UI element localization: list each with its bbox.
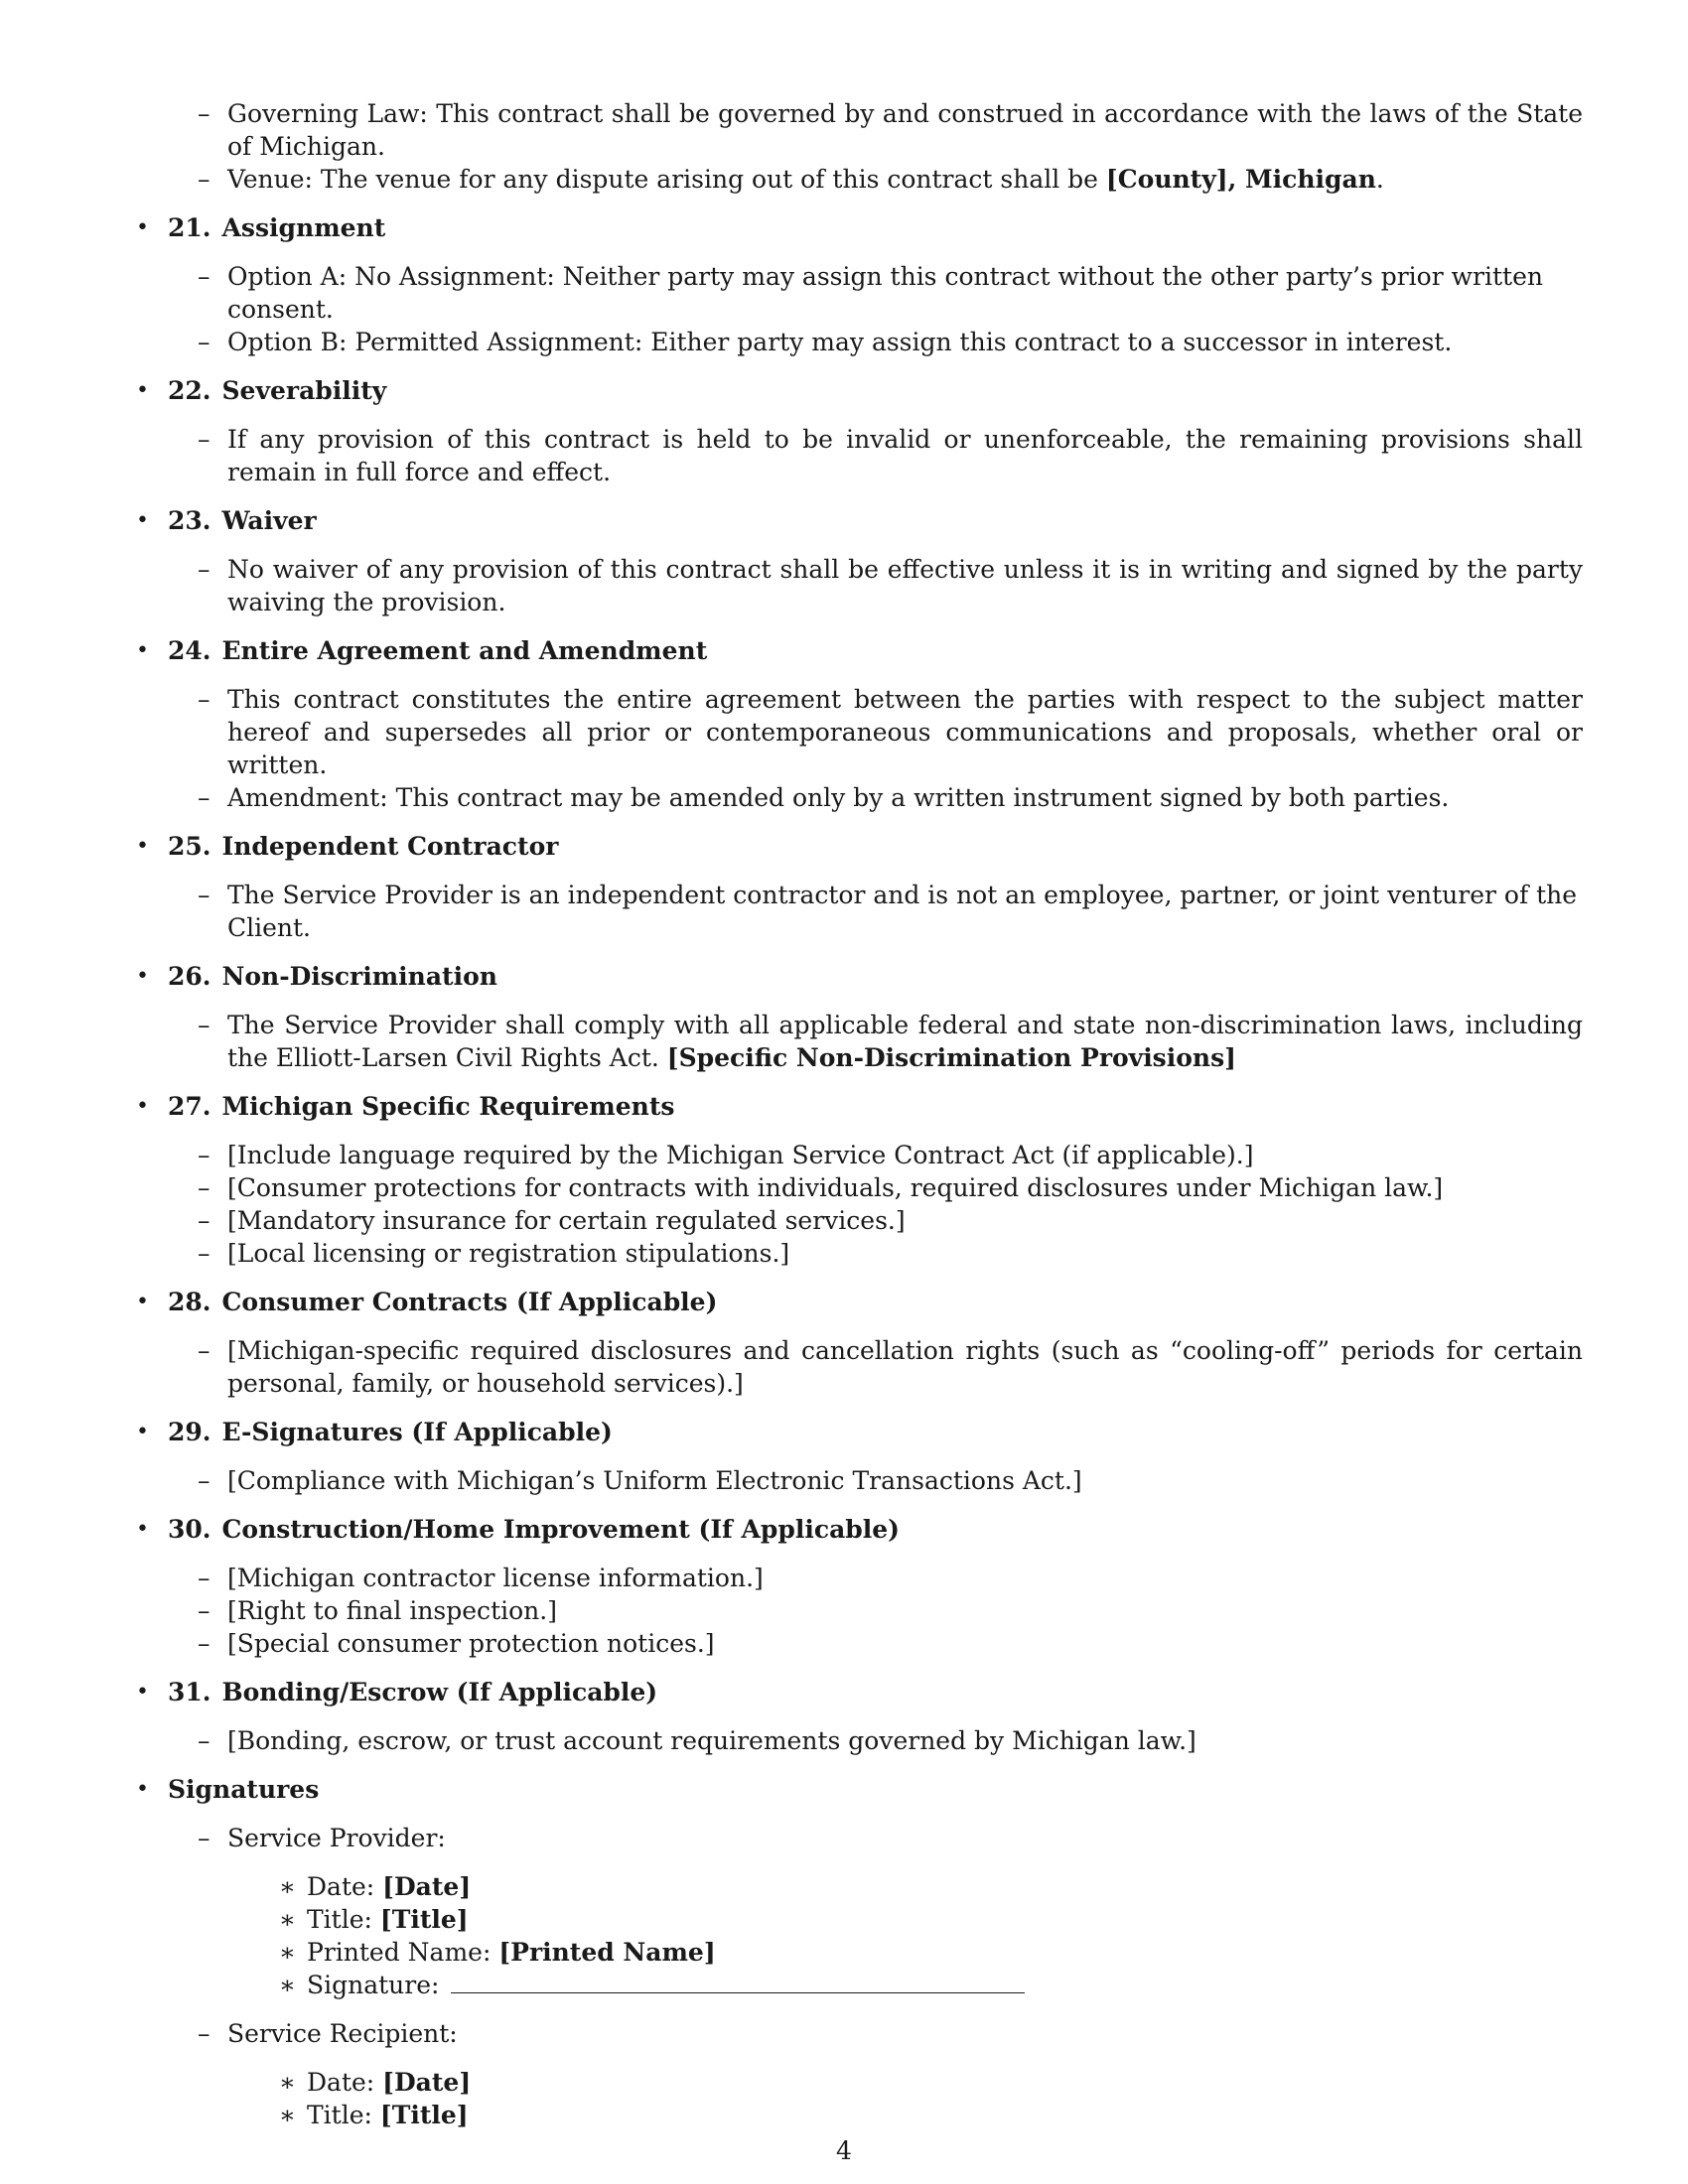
section-27-michigan-requirements (0, 1090, 1589, 1270)
section-signatures (0, 1773, 1589, 2131)
section-heading: 24. Entire Agreement and Amendment (168, 636, 708, 665)
section-heading: 28. Consumer Contracts (If Applicable) (168, 1288, 718, 1316)
section-heading: 30. Construction/Home Improvement (If Applicable) (168, 1515, 900, 1544)
section-heading: 23. Waiver (168, 506, 317, 535)
page-number: 4 (836, 2136, 852, 2165)
list-item: – This contract constitutes the entire agreement between the parties with respect to the subject matter hereof and supersedes all prior or contemporaneous communications and proposals, whether oral or written. (198, 685, 1583, 779)
section-30-construction (0, 1513, 1589, 1660)
section-items (198, 879, 1583, 944)
bullet-marker: • (136, 215, 149, 240)
list-item: – [Michigan-specific required disclosures and cancellation rights (such as “cooling-off” periods for certain personal, family, or household services).] (198, 1336, 1583, 1398)
dash-marker: – (198, 165, 211, 194)
section-heading: 22. Severability (168, 376, 387, 405)
signature-line (451, 1969, 1025, 1993)
section-31-bonding-escrow (0, 1676, 1589, 1757)
bullet-marker: • (136, 964, 149, 989)
section-items (198, 260, 1583, 358)
list-item: – [Compliance with Michigan’s Uniform Electronic Transactions Act.] (198, 1466, 1082, 1495)
section-heading: 21. Assignment (168, 213, 386, 242)
section-items (198, 423, 1583, 488)
list-item: – [Bonding, escrow, or trust account requirements governed by Michigan law.] (198, 1726, 1196, 1755)
section-heading: 25. Independent Contractor (168, 832, 559, 861)
bullet-marker: • (136, 638, 149, 663)
list-item: – The Service Provider shall comply with all applicable federal and state non-discrimination laws, including the Elliott-Larsen Civil Rights Act. [Specific Non-Discrimination Provisions] (198, 1011, 1583, 1072)
service-provider-block: – Service Provider: ∗ Date: [Date] ∗ Title: [Title] ∗ Printed Name: [Printed Name] ∗ Signature: (198, 1822, 1583, 2001)
service-recipient-block: – Service Recipient: ∗ Date: [Date] ∗ Title: [Title] (198, 2017, 1583, 2131)
bullet-marker: • (136, 1094, 149, 1119)
date-field: ∗ Date: [Date] (279, 2068, 472, 2097)
dash-marker: – (198, 99, 211, 128)
signature-parties (198, 1822, 1583, 2131)
section-items (198, 1562, 1583, 1660)
bullet-marker: • (136, 1680, 149, 1705)
governing-law-list (198, 97, 1583, 196)
list-item: – Option A: No Assignment: Neither party may assign this contract without the other party’s prior written consent. (198, 262, 1543, 324)
service-recipient-fields (279, 2066, 1583, 2131)
list-item: – If any provision of this contract is held to be invalid or unenforceable, the remaining provisions shall remain in full force and effect. (198, 425, 1583, 486)
title-field: ∗ Title: [Title] (279, 2101, 469, 2129)
list-item: – The Service Provider is an independent contractor and is not an employee, partner, or joint venturer of the Client. (198, 881, 1578, 942)
section-items (198, 553, 1583, 618)
section-heading: 29. E-Signatures (If Applicable) (168, 1418, 613, 1446)
section-heading: Signatures (168, 1775, 320, 1804)
section-28-consumer-contracts (0, 1286, 1589, 1400)
section-21-assignment (0, 211, 1589, 358)
list-item: – [Include language required by the Michigan Service Contract Act (if applicable).] (198, 1141, 1254, 1169)
list-item: – [Mandatory insurance for certain regulated services.] (198, 1206, 906, 1235)
list-item: – [Local licensing or registration stipulations.] (198, 1239, 790, 1268)
bullet-marker: • (136, 834, 149, 859)
section-items (198, 1334, 1583, 1400)
section-items (198, 683, 1583, 814)
section-22-severability (0, 374, 1589, 488)
list-item: – Governing Law: This contract shall be governed by and construed in accordance with the laws of the State of Michigan. (198, 99, 1583, 161)
bullet-marker: • (136, 1777, 149, 1802)
signature-field: ∗ Signature: (279, 1969, 1583, 2001)
title-field: ∗ Title: [Title] (279, 1905, 469, 1934)
list-item: – [Michigan contractor license information.] (198, 1564, 764, 1592)
list-item: – [Right to final inspection.] (198, 1596, 557, 1625)
bullet-marker: • (136, 508, 149, 533)
section-heading: 31. Bonding/Escrow (If Applicable) (168, 1678, 658, 1706)
bullet-marker: • (136, 1517, 149, 1542)
bullet-marker: • (136, 378, 149, 403)
list-item: – Venue: The venue for any dispute arising out of this contract shall be [County], Michigan. (198, 165, 1384, 194)
list-item: – [Consumer protections for contracts with individuals, required disclosures under Michigan law.] (198, 1173, 1444, 1202)
section-23-waiver (0, 504, 1589, 618)
list-item: – Amendment: This contract may be amended only by a written instrument signed by both parties. (198, 783, 1450, 812)
section-heading: 27. Michigan Specific Requirements (168, 1092, 675, 1121)
provisions-placeholder: [Specific Non-Discrimination Provisions] (666, 1043, 1237, 1072)
list-item: – No waiver of any provision of this contract shall be effective unless it is in writing and signed by the party waiving the provision. (198, 555, 1583, 616)
section-items (198, 1724, 1583, 1757)
section-items (198, 1464, 1583, 1497)
section-26-non-discrimination (0, 960, 1589, 1074)
section-24-entire-agreement (0, 634, 1589, 814)
printed-name-field: ∗ Printed Name: [Printed Name] (279, 1938, 716, 1967)
section-25-independent-contractor (0, 830, 1589, 944)
section-items (198, 1139, 1583, 1270)
bullet-marker: • (136, 1420, 149, 1444)
service-provider-fields (279, 1870, 1583, 2001)
service-provider-label: Service Provider: (227, 1824, 446, 1852)
service-recipient-label: Service Recipient: (227, 2019, 458, 2048)
section-heading: 26. Non-Discrimination (168, 962, 497, 991)
section-items (198, 1009, 1583, 1074)
venue-placeholder: [County], Michigan (1105, 165, 1376, 194)
section-29-e-signatures (0, 1416, 1589, 1497)
list-item: – Option B: Permitted Assignment: Either party may assign this contract to a successor in interest. (198, 328, 1453, 356)
list-item: – [Special consumer protection notices.] (198, 1629, 715, 1658)
date-field: ∗ Date: [Date] (279, 1872, 472, 1901)
bullet-marker: • (136, 1290, 149, 1314)
